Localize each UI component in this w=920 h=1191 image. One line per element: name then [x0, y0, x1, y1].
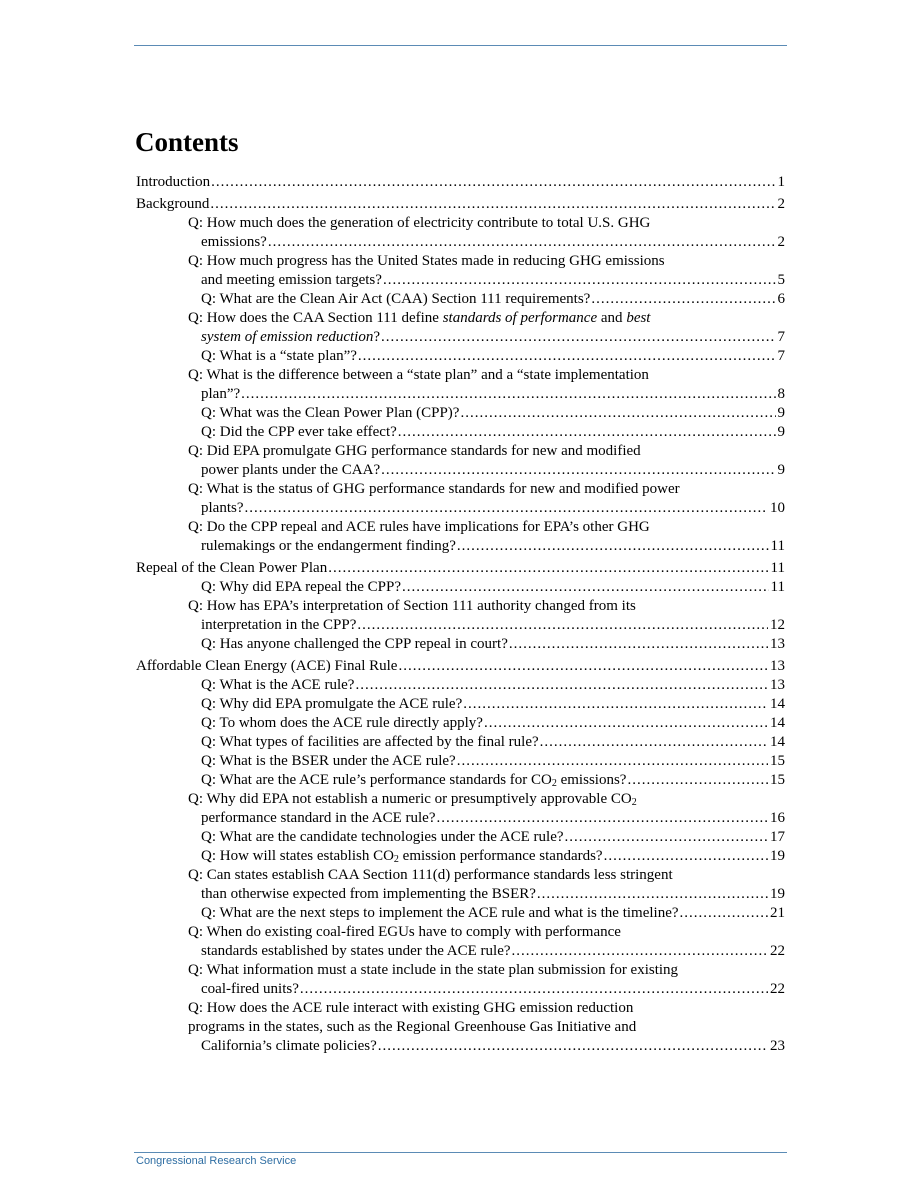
toc-entry-text: Q: What types of facilities are affected by the final rule?	[201, 734, 539, 750]
dot-leader	[604, 847, 768, 866]
dot-leader	[241, 385, 775, 404]
toc-entry-text: Repeal of the Clean Power Plan	[136, 560, 328, 576]
toc-entry-text: Q: What is a “state plan”?	[201, 348, 357, 364]
header-rule	[134, 45, 787, 46]
dot-leader	[402, 578, 769, 597]
toc-entry-text: coal-fired units?	[201, 981, 299, 997]
toc-entry-text: than otherwise expected from implementing the BSER?	[201, 886, 536, 902]
dot-leader	[463, 695, 768, 714]
dot-leader	[591, 290, 775, 309]
toc-entry-text: California’s climate policies?	[201, 1038, 377, 1054]
toc-entry-text-line: programs in the states, such as the Regional Greenhouse Gas Initiative and	[188, 1019, 637, 1035]
toc-question-entry[interactable]	[188, 999, 785, 1056]
toc-question-entry[interactable]	[188, 771, 785, 790]
dot-leader	[437, 809, 769, 828]
toc-entry-text: Q: What was the Clean Power Plan (CPP)?	[201, 405, 460, 421]
toc-entry-text-line: Q: Do the CPP repeal and ACE rules have implications for EPA’s other GHG	[188, 519, 650, 535]
toc-entry-text-line: Q: Why did EPA not establish a numeric or presumptively approvable $CO_2$	[188, 791, 637, 808]
toc-question-entry[interactable]	[188, 714, 785, 733]
dot-leader	[537, 885, 768, 904]
toc-entry-text-line: Q: How much does the generation of electricity contribute to total U.S. GHG	[188, 215, 651, 231]
dot-leader	[357, 616, 768, 635]
toc-entry-text-line: Q: How has EPA’s interpretation of Section 111 authority changed from its	[188, 598, 636, 614]
toc-page-number: 19	[770, 848, 785, 864]
toc-entry-text-line: Q: Can states establish CAA Section 111(d) performance standards less stringent	[188, 867, 673, 883]
dot-leader	[398, 657, 768, 676]
toc-entry-text: Q: Did the CPP ever take effect?	[201, 424, 397, 440]
toc-entry-text: interpretation in the CPP?	[201, 617, 357, 633]
toc-page-number: 19	[770, 886, 785, 902]
dot-leader	[460, 404, 775, 423]
dot-leader	[328, 559, 768, 578]
toc-page-number: 17	[770, 829, 785, 845]
dot-leader	[398, 423, 776, 442]
toc-entry-text: Q: What are the Clean Air Act (CAA) Section 111 requirements?	[201, 291, 591, 307]
toc-entry-text: rulemakings or the endangerment finding?	[201, 538, 456, 554]
toc-question-entry[interactable]	[188, 635, 785, 654]
toc-question-entry[interactable]	[188, 790, 785, 828]
toc-page-number: 14	[770, 715, 785, 731]
toc-page-number: 11	[770, 579, 785, 595]
toc-page-number: 12	[770, 617, 785, 633]
toc-page-number: 9	[777, 405, 785, 421]
toc-page-number: 6	[777, 291, 785, 307]
toc-question-entry[interactable]	[188, 214, 785, 252]
toc-page-number: 8	[777, 386, 785, 402]
dot-leader	[540, 733, 768, 752]
toc-question-entry[interactable]	[188, 752, 785, 771]
toc-question-entry[interactable]	[188, 404, 785, 423]
dot-leader	[268, 233, 776, 252]
toc-question-entry[interactable]	[188, 309, 785, 347]
toc-page-number: 14	[770, 696, 785, 712]
toc-entry-text-line: Q: How much progress has the United States made in reducing GHG emissions	[188, 253, 665, 269]
toc-page-number: 13	[770, 636, 785, 652]
dot-leader	[565, 828, 768, 847]
toc-entry-text: Q: What are the next steps to implement the ACE rule and what is the timeline?	[201, 905, 679, 921]
toc-page-number: 9	[777, 424, 785, 440]
dot-leader	[484, 714, 768, 733]
toc-question-entry[interactable]	[188, 290, 785, 309]
toc-page-number: 1	[777, 174, 785, 190]
toc-page-number: 2	[777, 234, 785, 250]
toc-entry-text-line: Q: What information must a state include in the state plan submission for existing	[188, 962, 679, 978]
toc-section-entry[interactable]	[136, 559, 785, 578]
toc-entry-text: plan”?	[201, 386, 241, 402]
toc-page-number: 13	[770, 677, 785, 693]
dot-leader	[211, 173, 775, 192]
dot-leader	[457, 752, 768, 771]
dot-leader	[381, 328, 775, 347]
toc-entry-text: system of emission reduction?	[201, 329, 381, 345]
toc-section-entry[interactable]	[136, 173, 785, 192]
toc-question-entry[interactable]	[188, 578, 785, 597]
toc-entry-text-line: Q: Did EPA promulgate GHG performance standards for new and modified	[188, 443, 641, 459]
toc-page-number: 15	[770, 753, 785, 769]
toc-entry-text: Q: What are the candidate technologies under the ACE rule?	[201, 829, 564, 845]
toc-entry-text: Q: Why did EPA promulgate the ACE rule?	[201, 696, 463, 712]
toc-page-number: 7	[777, 348, 785, 364]
dot-leader	[509, 635, 768, 654]
dot-leader	[300, 980, 768, 999]
footer-rule	[134, 1152, 787, 1153]
toc-entry-text: plants?	[201, 500, 244, 516]
toc-page-number: 22	[770, 943, 785, 959]
dot-leader	[680, 904, 768, 923]
toc-entry-text-line: Q: How does the CAA Section 111 define standards of performance and best	[188, 310, 651, 326]
toc-question-entry[interactable]	[188, 366, 785, 404]
toc-entry-text: performance standard in the ACE rule?	[201, 810, 436, 826]
toc-question-entry[interactable]	[188, 866, 785, 904]
toc-page-number: 5	[777, 272, 785, 288]
toc-question-entry[interactable]	[188, 904, 785, 923]
toc-entry-text: Q: What is the ACE rule?	[201, 677, 355, 693]
toc-question-entry[interactable]	[188, 597, 785, 635]
dot-leader	[358, 347, 776, 366]
toc-entry-text-line: Q: What is the status of GHG performance standards for new and modified power	[188, 481, 680, 497]
toc-question-entry[interactable]	[188, 480, 785, 518]
dot-leader	[512, 942, 768, 961]
dot-leader	[245, 499, 769, 518]
toc-question-entry[interactable]	[188, 442, 785, 480]
toc-entry-text: emissions?	[201, 234, 267, 250]
toc-page-number: 21	[770, 905, 785, 921]
toc-entry-text: Q: What is the BSER under the ACE rule?	[201, 753, 456, 769]
toc-question-entry[interactable]	[188, 828, 785, 847]
toc-page-number: 16	[770, 810, 785, 826]
toc-page-number: 13	[770, 658, 785, 674]
dot-leader	[355, 676, 768, 695]
toc-entry-text: and meeting emission targets?	[201, 272, 382, 288]
dot-leader	[627, 771, 768, 790]
toc-section-entry[interactable]	[136, 195, 785, 214]
toc-section-entry[interactable]	[136, 657, 785, 676]
toc-question-entry[interactable]	[188, 923, 785, 961]
toc-entry-text: Background	[136, 196, 210, 212]
toc-page-number: 7	[777, 329, 785, 345]
toc-entry-text: Q: Has anyone challenged the CPP repeal in court?	[201, 636, 508, 652]
dot-leader	[378, 1037, 768, 1056]
toc-page-number: 2	[777, 196, 785, 212]
toc-page-number: 11	[770, 538, 785, 554]
toc-entry-text: Q: To whom does the ACE rule directly apply?	[201, 715, 483, 731]
dot-leader	[457, 537, 769, 556]
toc-entry-text-line: Q: What is the difference between a “state plan” and a “state implementation	[188, 367, 649, 383]
toc-entry-text: Introduction	[136, 174, 211, 190]
toc-page-number: 14	[770, 734, 785, 750]
toc-question-entry[interactable]	[188, 961, 785, 999]
toc-page-number: 23	[770, 1038, 785, 1054]
toc-entry-text-line: Q: How does the ACE rule interact with existing GHG emission reduction	[188, 1000, 634, 1016]
toc-page-number: 22	[770, 981, 785, 997]
toc-entry-text: Q: How will states establish $CO_2$ emission performance standards?	[201, 848, 603, 865]
toc-entry-text: Q: What are the ACE rule’s performance standards for $CO_2$ emissions?	[201, 772, 627, 789]
toc-entry-text-line: Q: When do existing coal-fired EGUs have to comply with performance	[188, 924, 621, 940]
toc-page-number: 10	[770, 500, 785, 516]
toc-entry-text: power plants under the CAA?	[201, 462, 381, 478]
page-title: Contents	[135, 127, 239, 157]
toc-question-entry[interactable]	[188, 676, 785, 695]
toc-question-entry[interactable]	[188, 518, 785, 556]
toc-question-entry[interactable]	[188, 733, 785, 752]
toc-question-entry[interactable]	[188, 252, 785, 290]
toc-page-number: 9	[777, 462, 785, 478]
table-of-contents	[136, 173, 785, 1056]
toc-question-entry[interactable]	[188, 423, 785, 442]
footer-label: Congressional Research Service	[136, 1155, 297, 1167]
toc-page-number: 11	[770, 560, 785, 576]
dot-leader	[383, 271, 776, 290]
toc-question-entry[interactable]	[188, 347, 785, 366]
toc-page-number: 15	[770, 772, 785, 788]
toc-entry-text: Affordable Clean Energy (ACE) Final Rule	[136, 658, 398, 674]
toc-entry-text: standards established by states under the ACE rule?	[201, 943, 511, 959]
toc-question-entry[interactable]	[188, 847, 785, 866]
dot-leader	[381, 461, 775, 480]
dot-leader	[210, 195, 775, 214]
toc-question-entry[interactable]	[188, 695, 785, 714]
toc-entry-text: Q: Why did EPA repeal the CPP?	[201, 579, 401, 595]
